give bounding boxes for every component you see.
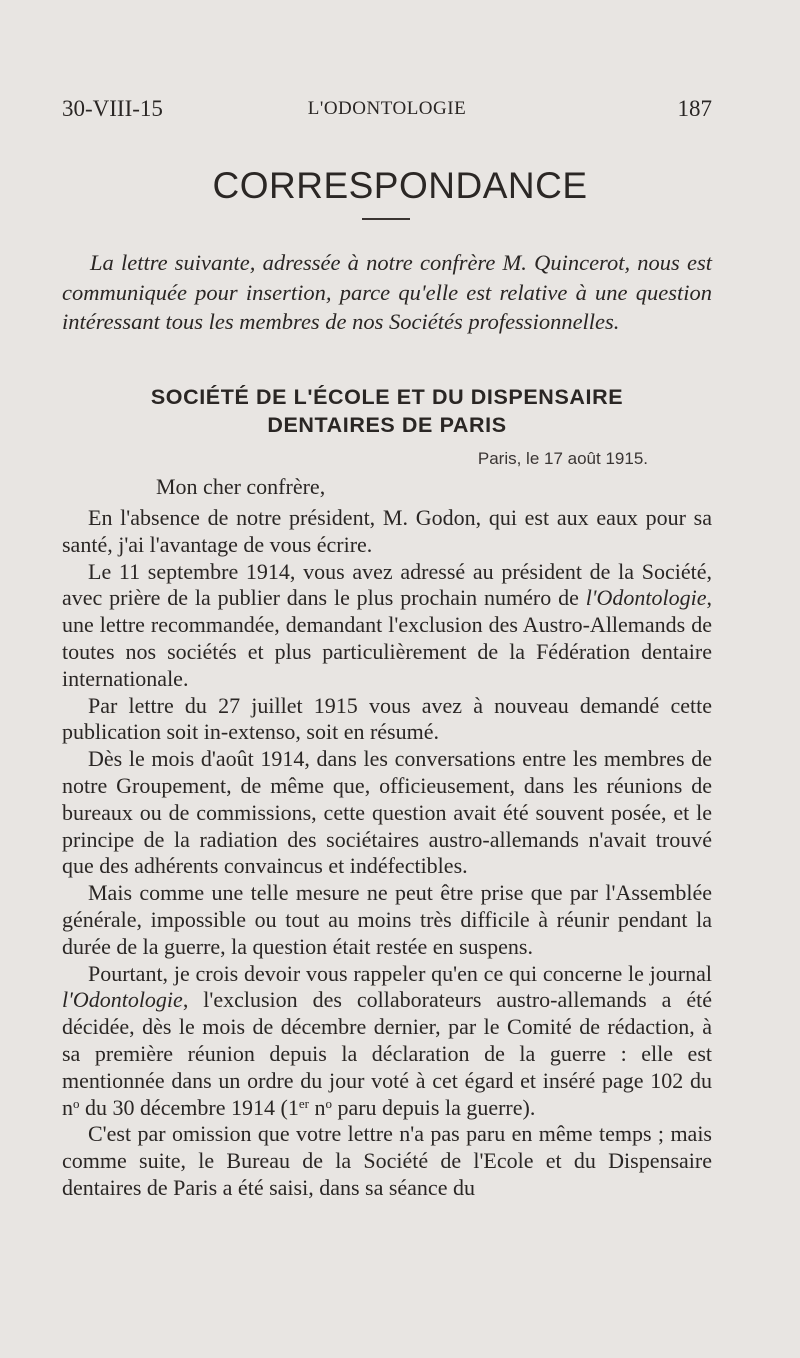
paragraph: En l'absence de notre président, M. Godon, qui est aux eaux pour sa santé, j'ai l'avantage de vous écrire. (62, 505, 712, 557)
society-heading-line1: SOCIÉTÉ DE L'ÉCOLE ET DU DISPENSAIRE (150, 385, 624, 409)
title-divider (362, 218, 410, 220)
intro-note (62, 248, 712, 337)
letter-body (62, 505, 712, 1202)
paragraph: C'est par omission que votre lettre n'a pas paru en même temps ; mais comme suite, le Bureau de la Société de l'Ecole et du Dispensaire dentaires de Paris a été saisi, dans sa séance du (62, 1121, 712, 1200)
journal-title: l'Odontologie (62, 987, 183, 1013)
issue-date: 30-VIII-15 (62, 96, 163, 121)
letter-dateline: Paris, le 17 août 1915. (477, 449, 648, 468)
journal-title: l'Odontologie (585, 585, 707, 611)
paragraph: Pourtant, je crois devoir vous rappeler qu'en ce qui concerne le journal l'Odontologie, l'exclusion des collaborateurs austro-allemands a été décidée, dès le mois de décembre dernier, par le Comité de rédaction, à sa première réunion depuis la déclaration de la guerre : elle est mentionnée dans un ordre du jour voté à cet égard et inséré page 102 du $n^o$ du 30 décembre 1914 (1er $n^o$ paru depuis la guerre). (62, 960, 712, 1120)
society-heading-line2: DENTAIRES DE PARIS (267, 413, 507, 437)
intro-text: La lettre suivante, adressée à notre confrère M. Quincerot, nous est communiquée pour insertion, parce qu'elle est relative à une question intéressant tous les membres de nos Sociétés professionnelles. (62, 250, 712, 334)
society-heading (62, 383, 712, 439)
paragraph: Par lettre du 27 juillet 1915 vous avez à nouveau demandé cette publication soit in-extenso, soit en résumé. (62, 692, 712, 745)
running-head (62, 96, 712, 126)
paragraph: Dès le mois d'août 1914, dans les conversations entre les membres de notre Groupement, de même que, officieusement, dans les réunions de bureaux ou de commissions, cette question avait été souvent posée, et le principe de la radiation des sociétaires austro-allemands n'avait trouvé que des adhérents convaincus et indéfectibles. (62, 746, 712, 879)
section-title: CORRESPONDANCE (212, 165, 588, 206)
letter-salutation: Mon cher confrère, (156, 474, 326, 499)
page-number: 187 (677, 96, 712, 121)
paragraph: Le 11 septembre 1914, vous avez adressé au président de la Société, avec prière de la publier dans le plus prochain numéro de l'Odontologie, une lettre recommandée, demandant l'exclusion des Austro-Allemands de toutes nos sociétés et plus particulièrement de la Fédération dentaire internationale. (62, 558, 712, 691)
paragraph: Mais comme une telle mesure ne peut être prise que par l'Assemblée générale, impossible ou tout au moins très difficile à réunir pendant la durée de la guerre, la question était restée en suspens. (62, 880, 712, 959)
journal-name: L'ODONTOLOGIE (307, 98, 467, 119)
